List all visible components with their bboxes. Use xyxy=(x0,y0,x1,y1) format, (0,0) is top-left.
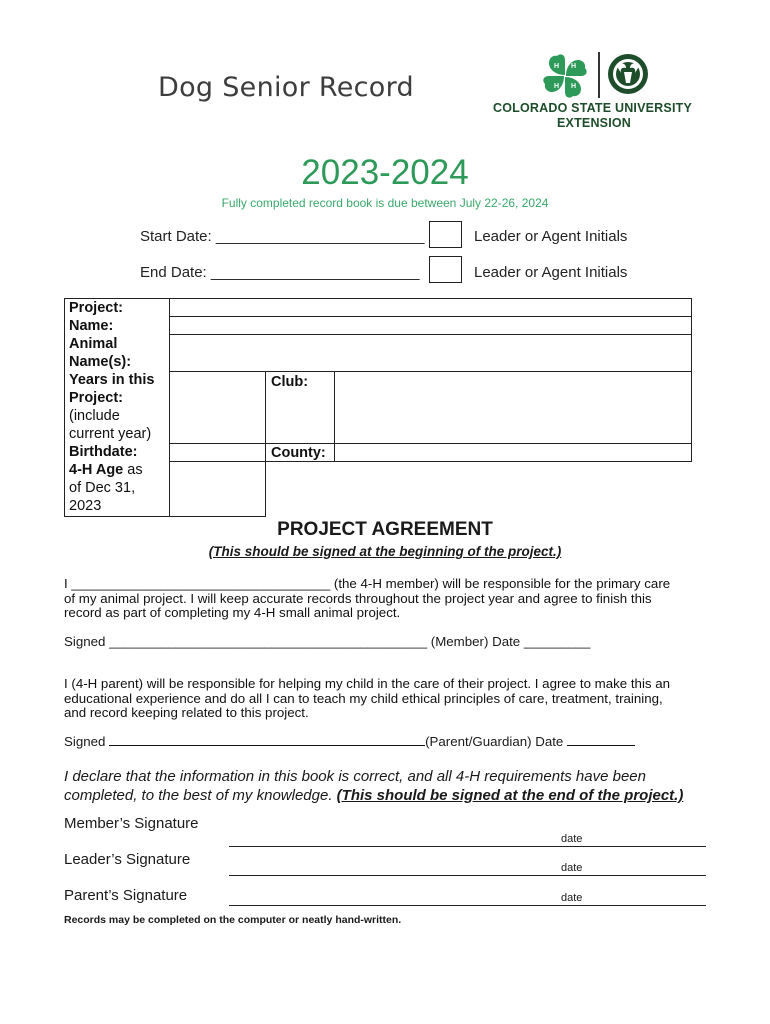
years-label-1: Years in this xyxy=(69,372,155,388)
animal-names-label: Name(s): xyxy=(69,354,132,370)
member-signed-line[interactable]: Signed ___________________________________________ (Member) Date _________ xyxy=(64,634,591,649)
document-title: Dog Senior Record xyxy=(158,72,414,103)
age-field[interactable] xyxy=(169,461,266,517)
project-label: Project: xyxy=(69,300,123,316)
parent-para-line-3: and record keeping related to this project. xyxy=(64,705,309,720)
leader-signature-line[interactable] xyxy=(229,875,706,876)
animal-names-field[interactable] xyxy=(169,334,692,372)
name-label: Name: xyxy=(69,318,114,334)
leader-signature-label: Leader’s Signature xyxy=(64,851,191,868)
4h-clover-logo xyxy=(541,52,589,100)
member-info-table xyxy=(64,298,692,516)
start-date-field[interactable]: Start Date: _________________________ xyxy=(140,228,425,245)
logo-divider xyxy=(598,52,600,98)
member-para-line-1: I ___________________________________ (the 4-H member) will be responsible for the primary care xyxy=(64,576,671,591)
csu-extension: EXTENSION xyxy=(557,116,632,130)
parent-para-line-1: I (4-H parent) will be responsible for helping my child in the care of their project. I agree to make this an xyxy=(64,676,671,691)
agreement-subtitle: (This should be signed at the beginning of the project.) xyxy=(208,544,562,559)
declaration-line-1: I declare that the information in this book is correct, and all 4-H requirements have been xyxy=(64,768,646,785)
svg-text:H: H xyxy=(554,63,560,70)
county-field[interactable] xyxy=(334,443,692,462)
svg-text:H: H xyxy=(571,83,577,90)
csu-name: COLORADO STATE UNIVERSITY xyxy=(493,101,692,115)
birthdate-field[interactable] xyxy=(169,443,266,462)
end-initials-label: Leader or Agent Initials xyxy=(474,264,628,281)
years-label-4: current year) xyxy=(69,426,152,442)
footnote: Records may be completed on the computer or neatly hand-written. xyxy=(64,914,402,926)
member-signature-line[interactable] xyxy=(229,846,706,847)
parent-signature-line[interactable] xyxy=(229,905,706,906)
years-field[interactable] xyxy=(169,371,266,444)
start-initials-box[interactable] xyxy=(429,221,462,248)
parent-signature-label: Parent’s Signature xyxy=(64,887,188,904)
svg-text:H: H xyxy=(571,63,577,70)
member-para-line-2: of my animal project. I will keep accurate records throughout the project year and agree to finish this xyxy=(64,590,652,606)
club-field[interactable] xyxy=(334,371,692,444)
county-label: County: xyxy=(271,445,326,461)
member-paragraph xyxy=(64,577,714,621)
parent-signature-blank[interactable] xyxy=(109,734,425,746)
birthdate-label: Birthdate: xyxy=(69,444,138,460)
years-label-3: (include xyxy=(69,408,120,424)
animal-label: Animal xyxy=(69,336,118,352)
parent-para-line-2: educational experience and do all I can to teach my child ethical principles of care, treatment, training, xyxy=(64,690,663,706)
age-label: 4-H Age xyxy=(69,462,124,478)
parent-date-label: (Parent/Guardian) Date xyxy=(425,734,564,749)
club-label: Club: xyxy=(271,374,309,390)
record-year: 2023-2024 xyxy=(301,153,469,192)
parent-signed-line[interactable] xyxy=(64,734,635,749)
parent-signed-label: Signed xyxy=(64,734,106,749)
due-note: Fully completed record book is due between July 22-26, 2024 xyxy=(221,196,549,210)
age-label-rest: as xyxy=(123,462,143,478)
member-signature-label: Member’s Signature xyxy=(64,815,199,832)
end-date-field[interactable]: End Date: _________________________ xyxy=(140,264,420,281)
member-date-label: date xyxy=(561,833,583,845)
parent-date-blank[interactable] xyxy=(567,734,635,746)
declaration-emphasis: (This should be signed at the end of the project.) xyxy=(336,787,684,804)
member-para-line-3: record as part of completing my 4-H small animal project. xyxy=(64,605,401,620)
parent-sig-date-label: date xyxy=(561,892,583,904)
declaration xyxy=(64,767,724,805)
svg-text:H: H xyxy=(554,83,560,90)
years-label-2: Project: xyxy=(69,390,123,406)
project-field[interactable] xyxy=(169,298,692,317)
end-initials-box[interactable] xyxy=(429,256,462,283)
start-initials-label: Leader or Agent Initials xyxy=(474,228,628,245)
age-label-2: of Dec 31, xyxy=(69,480,136,496)
name-field[interactable] xyxy=(169,316,692,335)
parent-paragraph xyxy=(64,677,714,721)
declaration-line-2: completed, to the best of my knowledge. xyxy=(64,787,337,804)
agreement-title: PROJECT AGREEMENT xyxy=(277,519,493,540)
leader-date-label: date xyxy=(561,862,583,874)
csu-ram-logo xyxy=(606,52,650,96)
age-label-3: 2023 xyxy=(69,498,102,514)
